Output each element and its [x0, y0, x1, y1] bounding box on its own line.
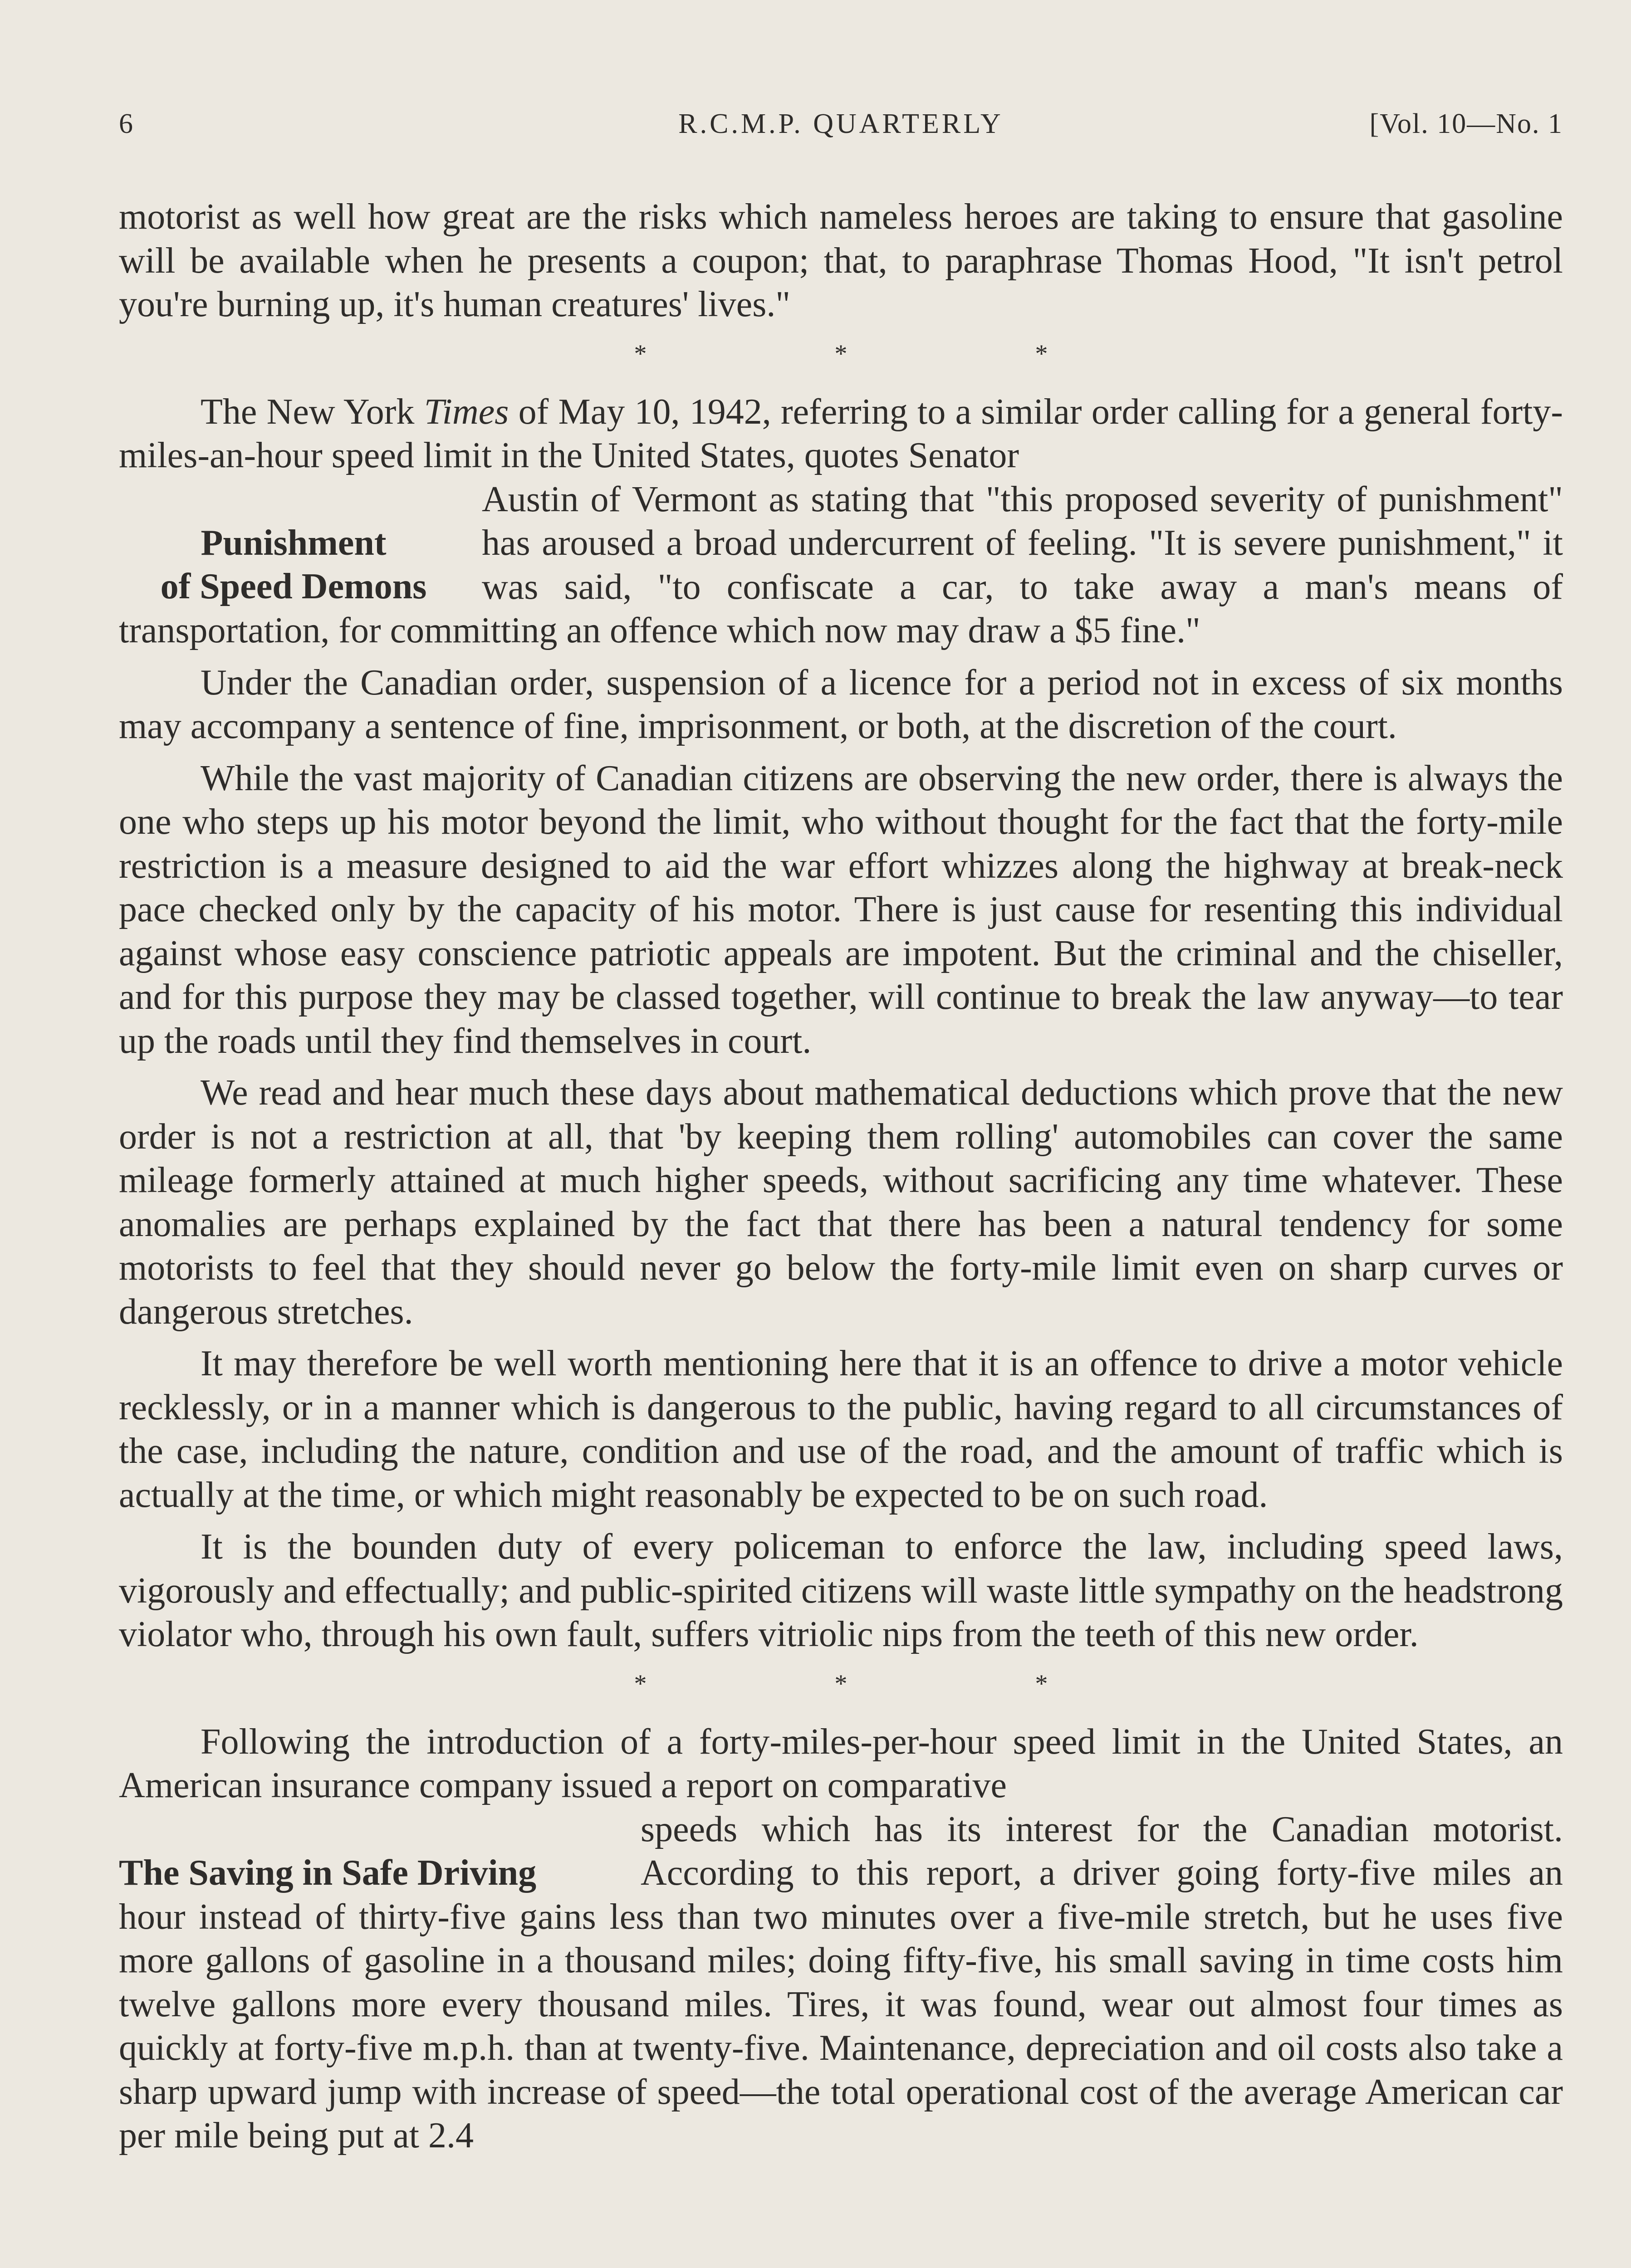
newspaper-name: Times [424, 391, 509, 432]
journal-title: R.C.M.P. QUARTERLY [678, 108, 1004, 139]
paragraph-deductions: We read and hear much these days about mathematical deductions which prove that the new order is not a restriction at all, that 'by keeping them rolling' automobiles can cover the same mileage formerly attained at much higher speeds, without sacrificing any time whatever. These anomalies are perhaps explained by the fact that there has been a natural tendency for some motorists to feel that they should never go below the forty-mile limit even on sharp curves or dangerous stretches. [119, 1073, 1563, 1332]
section-separator: * * * [634, 1669, 1139, 1698]
side-heading-line: Punishment [201, 523, 387, 563]
side-heading-block-1 [119, 478, 1563, 653]
running-header [119, 108, 1563, 149]
paragraph-text: of May 10, 1942, referring to a similar order calling for a general forty-miles-an-hour speed limit in the United States, quotes Senator [119, 391, 1563, 475]
paragraph-majority: While the vast majority of Canadian citizens are observing the new order, there is always the one who steps up his motor beyond the limit, who without thought for the fact that the forty-mile restriction is a measure designed to aid the war effort whizzes along the highway at break-neck pace checked only by the capacity of his motor. There is just cause for resenting this individual against whose easy conscience patriotic appeals are impotent. But the criminal and the chiseller, and for this purpose they may be classed together, will continue to break the law anyway—to tear up the roads until they find themselves in court. [119, 758, 1563, 1061]
paragraph-insurance-intro: Following the introduction of a forty-miles-per-hour speed limit in the United States, an American insurance company issued a report on comparative [119, 1721, 1563, 1805]
paragraph-offence: It may therefore be well worth mentioning here that it is an offence to drive a motor vehicle recklessly, or in a manner which is dangerous to the public, having regard to all circumstances of the case, including the nature, condition and use of the road, and the amount of traffic which is actually at the time, or which might reasonably be expected to be on such road. [119, 1344, 1563, 1515]
paragraph-duty: It is the bounden duty of every policeman to enforce the law, including speed laws, vigorously and effectually; and public-spirited citizens will waste little sympathy on the headstrong violator who, through his own fault, suffers vitriolic nips from the teeth of this new order. [119, 1527, 1563, 1654]
side-heading-safe-driving [119, 1851, 627, 1895]
side-heading-block-2 [119, 1808, 1563, 2158]
paragraph-text: The New York [201, 391, 424, 432]
section-separator: * * * [634, 339, 1139, 368]
paragraph-times-quote [119, 390, 1563, 478]
side-heading-line: of Speed Demons [160, 567, 427, 606]
article-body [119, 195, 1563, 2158]
paragraph-continuation: motorist as well how great are the risks which nameless heroes are taking to ensure that gasoline will be available when he presents a coupon; that, to paraphrase Thomas Hood, "It isn't petrol you're burning up, it's human creatures' lives." [119, 197, 1563, 324]
side-heading-punishment [119, 521, 468, 609]
side-heading-line: The Saving in Safe Driving [119, 1853, 537, 1893]
volume-issue: [Vol. 10—No. 1 [1369, 108, 1563, 139]
page-number: 6 [119, 108, 135, 139]
paragraph-suspension: Under the Canadian order, suspension of a licence for a period not in excess of six months may accompany a sentence of fine, imprisonment, or both, at the discretion of the court. [119, 662, 1563, 746]
paragraph-punishment: Austin of Vermont as stating that "this proposed severity of punishment" has aroused a broad undercurrent of feeling. "It is severe punishment," it was said, "to confiscate a car, to take away a man's means of transportation, for committing an offence which now may draw a $5 fine." [119, 479, 1563, 650]
paragraph-insurance-report: speeds which has its interest for the Canadian motorist. According to this report, a driver going forty-five miles an hour instead of thirty-five gains less than two minutes over a five-mile stretch, but he uses five more gallons of gasoline in a thousand miles; doing fifty-five, his small saving in time costs him twelve gallons more every thousand miles. Tires, it was found, wear out almost four times as quickly at forty-five m.p.h. than at twenty-five. Maintenance, depreciation and oil costs also take a sharp upward jump with increase of speed—the total operational cost of the average American car per mile being put at 2.4 [119, 1809, 1563, 2156]
